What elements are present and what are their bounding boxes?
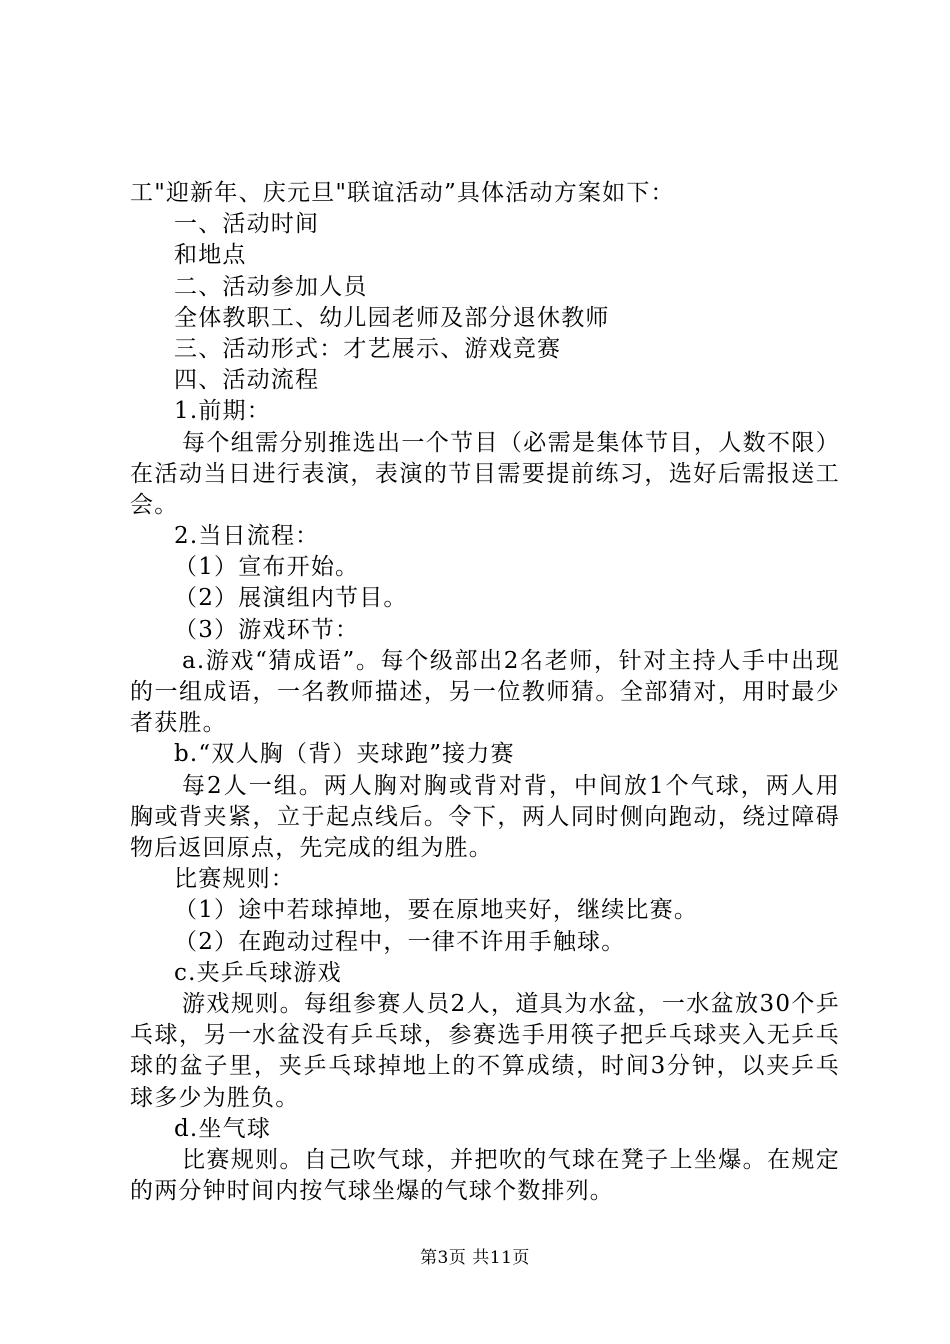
game-b-title: b.“双人胸（背）夹球跑”接力赛 <box>174 741 515 768</box>
intro-line: 工"迎新年、庆元旦"联谊活动”具体活动方案如下： <box>130 180 675 206</box>
rule-item-1: （1）途中若球掉地，要在原地夹好，继续比赛。 <box>174 897 699 924</box>
paragraph-preparation: 每个组需分别推选出一个节目（必需是集体节目，人数不限）在活动当日进行表演，表演的节目需要提前练习，选好后需报送工会。 <box>130 429 840 518</box>
section-text-place: 和地点 <box>174 242 247 269</box>
section-heading-process: 四、活动流程 <box>174 367 320 394</box>
game-d-title: d.坐气球 <box>174 1115 272 1142</box>
paragraph-game-a: a.游戏“猜成语”。每个级部出2名老师，针对主持人手中出现的一组成语，一名教师描述，另一位教师猜。全部猜对，用时最少者获胜。 <box>130 647 840 737</box>
subheading-day-process: 2.当日流程： <box>174 523 320 550</box>
paragraph-game-c: 游戏规则。每组参赛人员2人，道具为水盆，一水盆放30个乒乓球，另一水盆没有乒乓球，参赛选手用筷子把乒乓球夹入无乒乓球的盆子里，夹乒乓球掉地上的不算成绩，时间3分钟，以夹乒乓球多少为胜负。 <box>130 991 840 1111</box>
page-number-footer: 第3页 共11页 <box>420 1248 530 1268</box>
list-item-performances: （2）展演组内节目。 <box>174 585 408 612</box>
paragraph-game-d: 比赛规则。自己吹气球，并把吹的气球在凳子上坐爆。在规定的两分钟时间内按气球坐爆的气球个数排列。 <box>130 1147 840 1205</box>
section-heading-participants: 二、活动参加人员 <box>174 273 368 300</box>
section-heading-time: 一、活动时间 <box>174 211 320 238</box>
rules-heading: 比赛规则： <box>174 866 295 893</box>
document-body <box>130 178 840 1207</box>
participants-text: 全体教职工、幼儿园老师及部分退休教师 <box>174 304 610 331</box>
game-c-title: c.夹乒乓球游戏 <box>174 959 342 986</box>
section-heading-format: 三、活动形式：才艺展示、游戏竞赛 <box>174 335 562 362</box>
rule-item-2: （2）在跑动过程中，一律不许用手触球。 <box>174 928 626 955</box>
paragraph-game-b: 每2人一组。两人胸对胸或背对背，中间放1个气球，两人用胸或背夹紧，立于起点线后。令下，两人同时侧向跑动，绕过障碍物后返回原点，先完成的组为胜。 <box>130 772 840 862</box>
list-item-start: （1）宣布开始。 <box>174 554 360 581</box>
subheading-preparation: 1.前期： <box>174 398 271 425</box>
list-item-games: （3）游戏环节： <box>174 616 360 643</box>
